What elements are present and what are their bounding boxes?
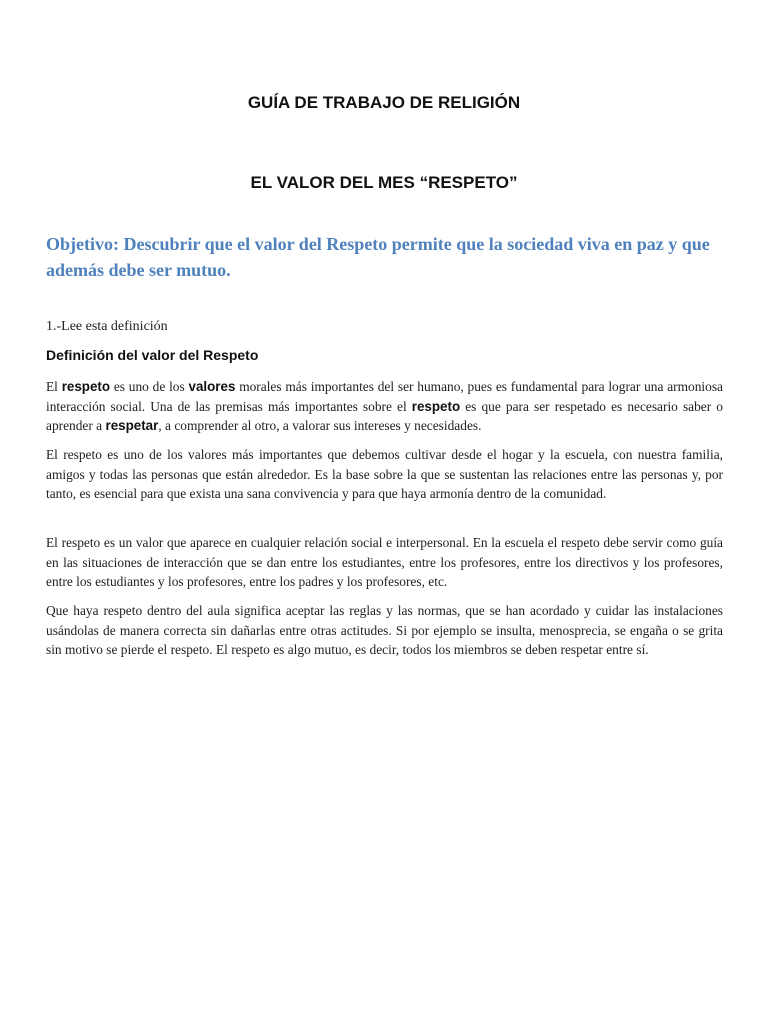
paragraph-1-text: morales más importantes del ser humano, pues es fundamental para lograr una armoniosa interacción social. Una de las premisas más importantes sobre el — [46, 379, 723, 414]
section-heading: Definición del valor del Respeto — [46, 347, 259, 363]
paragraph-2: El respeto es uno de los valores más importantes que debemos cultivar desde el hogar y la escuela, con nuestra familia, amigos y todas las personas que están alrededor. Es la base sobre la que se sustentan las relaciones entre las personas y, por tanto, es esencial para que exista una sana convivencia y para que haya armonía dentro de la comunidad. — [46, 447, 723, 501]
document-title: GUÍA DE TRABAJO DE RELIGIÓN — [247, 93, 521, 112]
paragraph-1-text: es que para ser respetado es necesario saber o aprender a — [46, 398, 723, 433]
objective-text: Objetivo: Descubrir que el valor del Respeto permite que la sociedad viva en paz y que además debe ser mutuo. — [46, 234, 710, 280]
keyword-valores: valores — [188, 379, 236, 394]
keyword-respeto: respeto — [411, 398, 461, 414]
keyword-respetar: respetar — [105, 418, 159, 433]
paragraph-1-text: es uno de los — [110, 379, 189, 394]
keyword-respeto: respeto — [61, 379, 111, 394]
paragraph-1-text: El — [46, 379, 62, 394]
instruction-text: 1.-Lee esta definición — [46, 319, 168, 334]
paragraph-4: Que haya respeto dentro del aula significa aceptar las reglas y las normas, que se han acordado y cuidar las instalaciones usándolas de manera correcta sin dañarlas entre otras actitudes. Si por ejemplo se insulta, menosprecia, se engaña o se grita sin motivo se pierde el respeto. El respeto es algo mutuo, es decir, todos los miembros se deben respetar entre sí. — [46, 603, 723, 657]
paragraph-1 — [46, 377, 723, 436]
paragraph-3: El respeto es un valor que aparece en cualquier relación social e interpersonal. En la escuela el respeto debe servir como guía en las situaciones de interacción que se dan entre los estudiantes, entre los profesores, entre los directivos y los profesores, entre los estudiantes y los profesores, entre los padres y los profesores, etc. — [46, 535, 723, 589]
document-subtitle: EL VALOR DEL MES “RESPETO” — [250, 173, 518, 192]
paragraph-1-text: , a comprender al otro, a valorar sus intereses y necesidades. — [158, 418, 482, 433]
